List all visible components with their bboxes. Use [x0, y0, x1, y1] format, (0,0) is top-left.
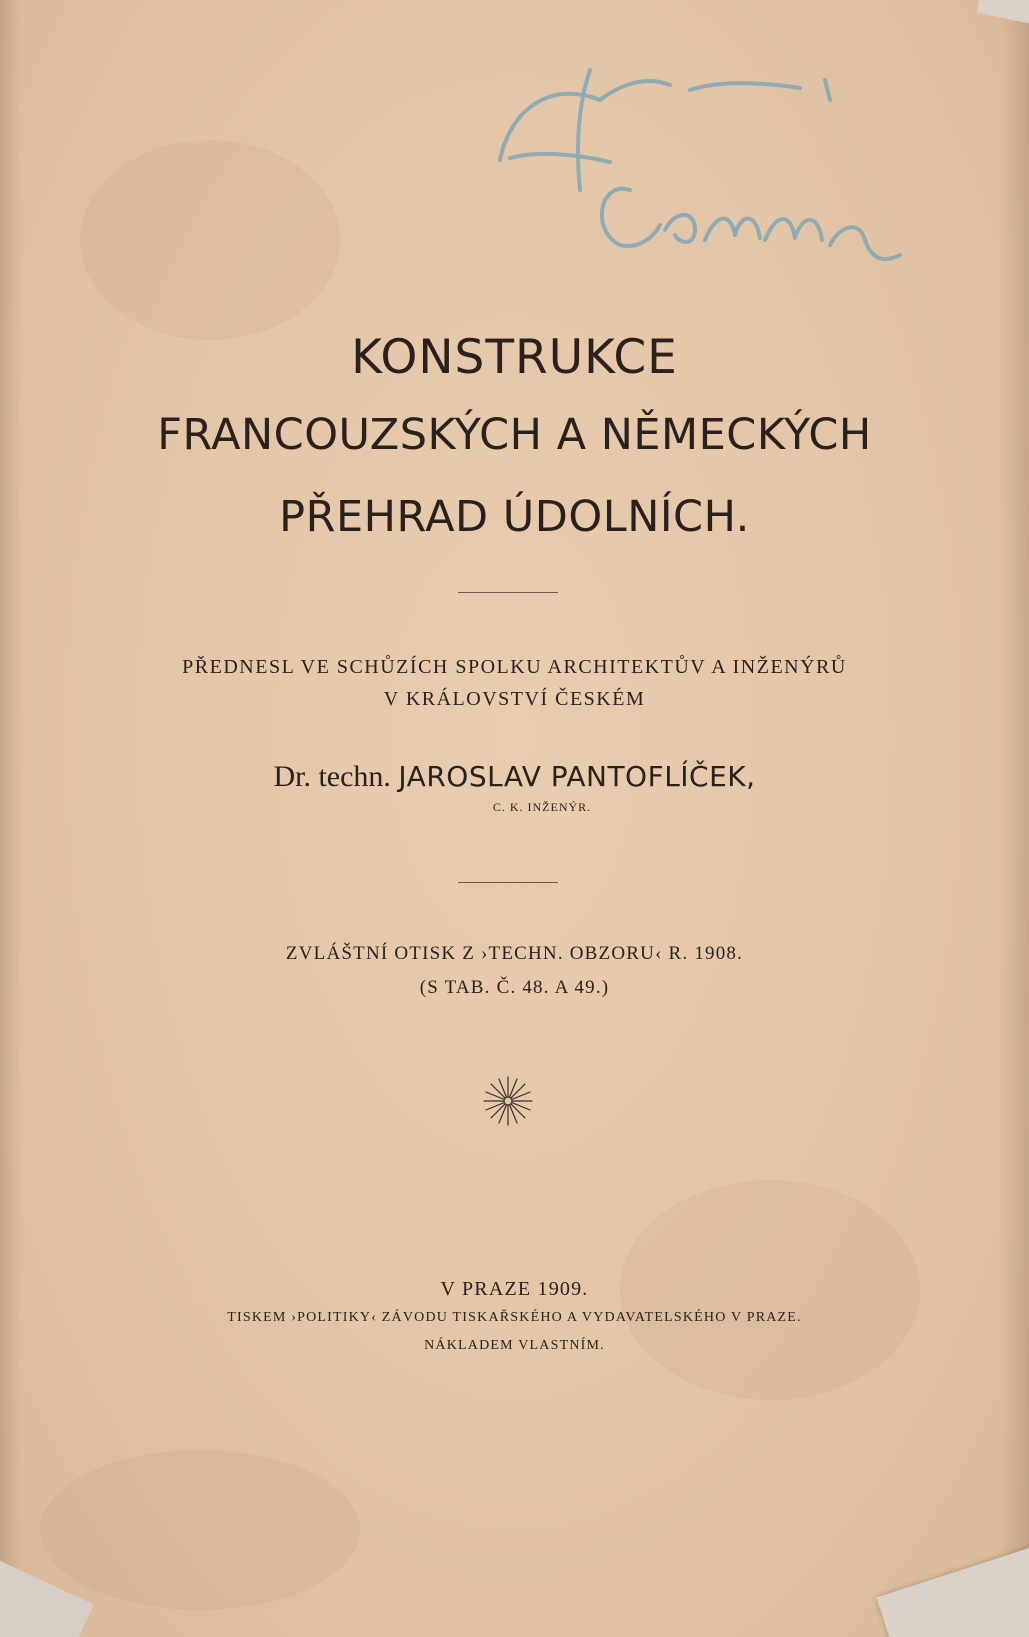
- offprint-note: ZVLÁŠTNÍ OTISK Z ›TECHN. OBZORU‹ R. 1908.: [285, 943, 744, 964]
- paper-edge-right: [999, 0, 1029, 1637]
- paper-stain: [80, 140, 340, 340]
- place-and-year: V PRAZE 1909.: [440, 1278, 589, 1300]
- title-line-2: FRANCOUZSKÝCH A NĚMECKÝCH: [157, 410, 872, 460]
- subtitle-line-1: PŘEDNESL VE SCHŮZÍCH SPOLKU ARCHITEKTŮV A INŽENÝRŮ: [182, 656, 847, 678]
- printer-line: TISKEM ›POLITIKY‹ ZÁVODU TISKAŘSKÉHO A VYDAVATELSKÉHO V PRAZE.: [227, 1310, 802, 1325]
- divider-rule: [458, 592, 558, 593]
- star-ornament-icon: [482, 1075, 534, 1127]
- author-prefix: Dr. techn.: [273, 760, 391, 793]
- handwritten-note: [480, 40, 910, 300]
- subtitle-line-2: V KRÁLOVSTVÍ ČESKÉM: [383, 688, 646, 710]
- title-line-1: KONSTRUKCE: [351, 330, 678, 385]
- divider-rule: [458, 882, 558, 883]
- paper-stain: [40, 1450, 360, 1610]
- plates-note: (S TAB. Č. 48. A 49.): [419, 977, 610, 998]
- publisher-line: NÁKLADEM VLASTNÍM.: [424, 1338, 605, 1353]
- author-title: C. K. INŽENÝR.: [492, 800, 592, 814]
- paper-edge-left: [0, 0, 22, 1637]
- author-name: JAROSLAV PANTOFLÍČEK,: [398, 760, 756, 793]
- title-line-3: PŘEHRAD ÚDOLNÍCH.: [279, 492, 750, 542]
- torn-corner-bottom-right: [876, 1542, 1029, 1637]
- author-line: [0, 760, 1029, 794]
